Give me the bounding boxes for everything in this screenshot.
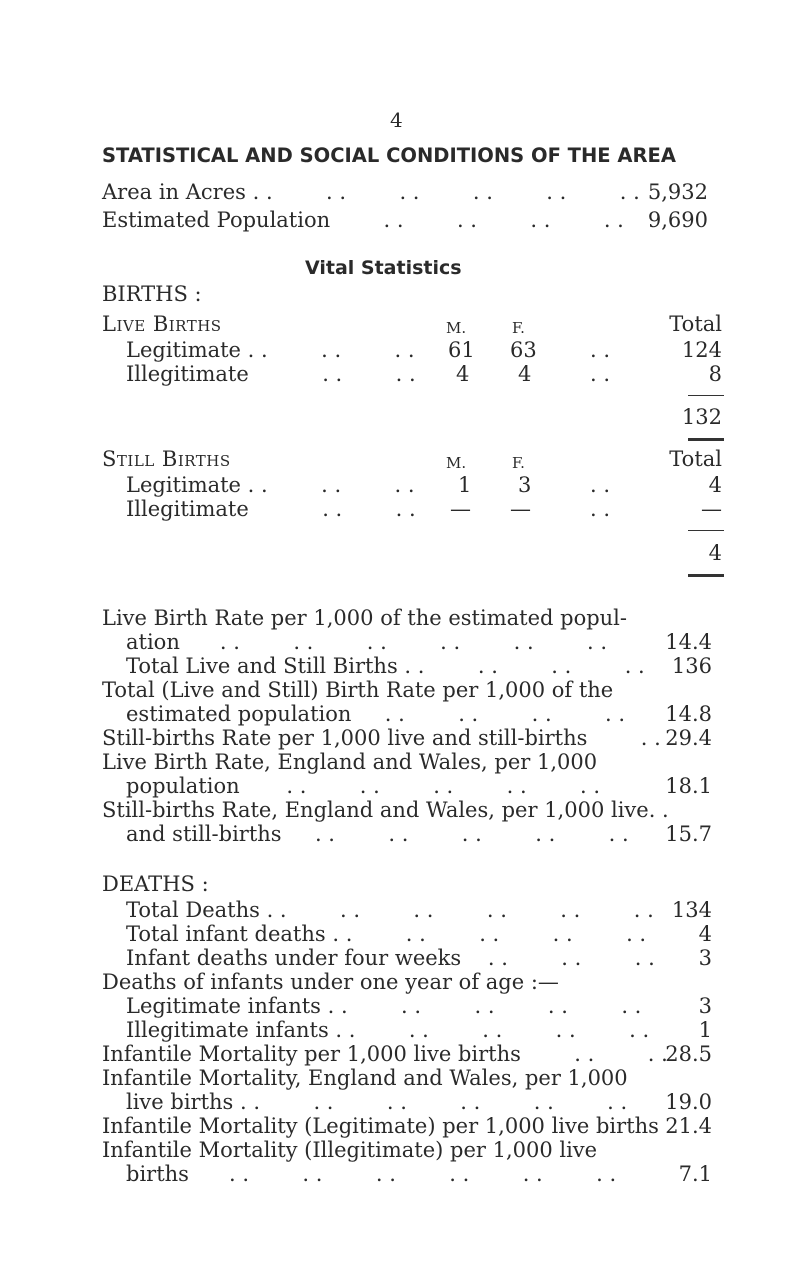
rate-line: and still-births . . . . . . . . . . bbox=[126, 822, 629, 846]
rate-line: ation . . . . . . . . . . . . bbox=[126, 630, 608, 654]
still-births-f-header: F. bbox=[512, 454, 525, 472]
rate-value: 29.4 bbox=[665, 726, 712, 750]
rate-value: 136 bbox=[671, 654, 712, 678]
area-value: 5,932 bbox=[647, 180, 708, 204]
live-births-legitimate-label: Legitimate . . . . . . bbox=[126, 338, 415, 362]
still-births-sum-rule bbox=[688, 530, 724, 531]
rate-value: 14.8 bbox=[665, 702, 712, 726]
death-line: Total infant deaths . . . . . . . . . . bbox=[126, 922, 647, 946]
births-heading: BIRTHS : bbox=[102, 282, 202, 306]
live-births-illegitimate-f: 4 bbox=[518, 362, 532, 386]
still-births-legitimate-dots: . . bbox=[590, 473, 611, 497]
still-births-legitimate-f: 3 bbox=[518, 473, 532, 497]
live-births-sum-rule bbox=[688, 395, 724, 396]
death-line: Legitimate infants . . . . . . . . . . bbox=[126, 994, 642, 1018]
still-births-illegitimate-dots: . . bbox=[590, 497, 611, 521]
rate-line: population . . . . . . . . . . bbox=[126, 774, 601, 798]
rate-line: Total Live and Still Births . . . . . . . . bbox=[126, 654, 645, 678]
still-births-illegitimate-label: Illegitimate . . . . bbox=[126, 497, 416, 521]
live-births-total-header: Total bbox=[669, 312, 722, 336]
rate-value: 18.1 bbox=[665, 774, 712, 798]
live-births-title: Live Births bbox=[102, 312, 222, 336]
population-value: 9,690 bbox=[647, 208, 708, 232]
death-value: 134 bbox=[671, 898, 712, 922]
rate-line: Live Birth Rate, England and Wales, per 1,000 bbox=[102, 750, 598, 774]
live-births-illegitimate-dots: . . bbox=[590, 362, 611, 386]
page-heading: STATISTICAL AND SOCIAL CONDITIONS OF THE AREA bbox=[102, 144, 676, 167]
death-line: births . . . . . . . . . . . . bbox=[126, 1162, 617, 1186]
live-births-m-header: M. bbox=[446, 319, 467, 337]
death-line: Deaths of infants under one year of age :— bbox=[102, 970, 559, 994]
live-births-illegitimate-m: 4 bbox=[456, 362, 470, 386]
still-births-illegitimate-f: — bbox=[510, 497, 531, 521]
deaths-heading: DEATHS : bbox=[102, 872, 209, 896]
rate-value: 14.4 bbox=[665, 630, 712, 654]
still-births-legitimate-total: 4 bbox=[708, 473, 722, 497]
live-births-sum: 132 bbox=[681, 405, 722, 429]
death-line: Illegitimate infants . . . . . . . . . . bbox=[126, 1018, 650, 1042]
rate-line: Still-births Rate per 1,000 live and still-births . . bbox=[102, 726, 661, 750]
still-births-sum: 4 bbox=[708, 541, 722, 565]
death-line: live births . . . . . . . . . . . . bbox=[126, 1090, 628, 1114]
live-births-illegitimate-label: Illegitimate . . . . bbox=[126, 362, 416, 386]
vital-statistics-title: Vital Statistics bbox=[305, 257, 462, 279]
death-value: 21.4 bbox=[665, 1114, 712, 1138]
live-births-f-header: F. bbox=[512, 319, 525, 337]
death-line: Total Deaths . . . . . . . . . . . . bbox=[126, 898, 654, 922]
death-line: Infantile Mortality per 1,000 live births . . . . bbox=[102, 1042, 668, 1066]
still-births-legitimate-label: Legitimate . . . . . . bbox=[126, 473, 415, 497]
death-value: 4 bbox=[698, 922, 712, 946]
death-value: 19.0 bbox=[665, 1090, 712, 1114]
still-births-illegitimate-m: — bbox=[450, 497, 471, 521]
death-line: Infantile Mortality, England and Wales, per 1,000 bbox=[102, 1066, 628, 1090]
death-value: 1 bbox=[698, 1018, 712, 1042]
rate-line: Still-births Rate, England and Wales, per 1,000 live. . bbox=[102, 798, 669, 822]
page-number: 4 bbox=[390, 108, 403, 132]
death-line: Infant deaths under four weeks . . . . . . bbox=[126, 946, 655, 970]
area-label: Area in Acres . . . . . . . . . . . . bbox=[102, 180, 640, 204]
still-births-m-header: M. bbox=[446, 454, 467, 472]
rate-line: Total (Live and Still) Birth Rate per 1,000 of the bbox=[102, 678, 614, 702]
still-births-title: Still Births bbox=[102, 447, 231, 471]
still-births-illegitimate-total: — bbox=[701, 497, 722, 521]
death-value: 3 bbox=[698, 946, 712, 970]
live-births-illegitimate-total: 8 bbox=[708, 362, 722, 386]
rate-value: 15.7 bbox=[665, 822, 712, 846]
live-births-legitimate-total: 124 bbox=[681, 338, 722, 362]
rate-line: estimated population . . . . . . . . bbox=[126, 702, 626, 726]
population-label: Estimated Population . . . . . . . . bbox=[102, 208, 624, 232]
live-births-double-rule bbox=[688, 438, 724, 441]
death-value: 7.1 bbox=[678, 1162, 712, 1186]
death-line: Infantile Mortality (Legitimate) per 1,000 live births bbox=[102, 1114, 659, 1138]
still-births-legitimate-m: 1 bbox=[458, 473, 472, 497]
death-line: Infantile Mortality (Illegitimate) per 1,000 live bbox=[102, 1138, 598, 1162]
rate-line: Live Birth Rate per 1,000 of the estimated popul- bbox=[102, 606, 627, 630]
still-births-double-rule bbox=[688, 574, 724, 577]
live-births-legitimate-m: 61 bbox=[448, 338, 475, 362]
still-births-total-header: Total bbox=[669, 447, 722, 471]
death-value: 28.5 bbox=[665, 1042, 712, 1066]
death-value: 3 bbox=[698, 994, 712, 1018]
live-births-legitimate-f: 63 bbox=[510, 338, 537, 362]
live-births-legitimate-dots: . . bbox=[590, 338, 611, 362]
